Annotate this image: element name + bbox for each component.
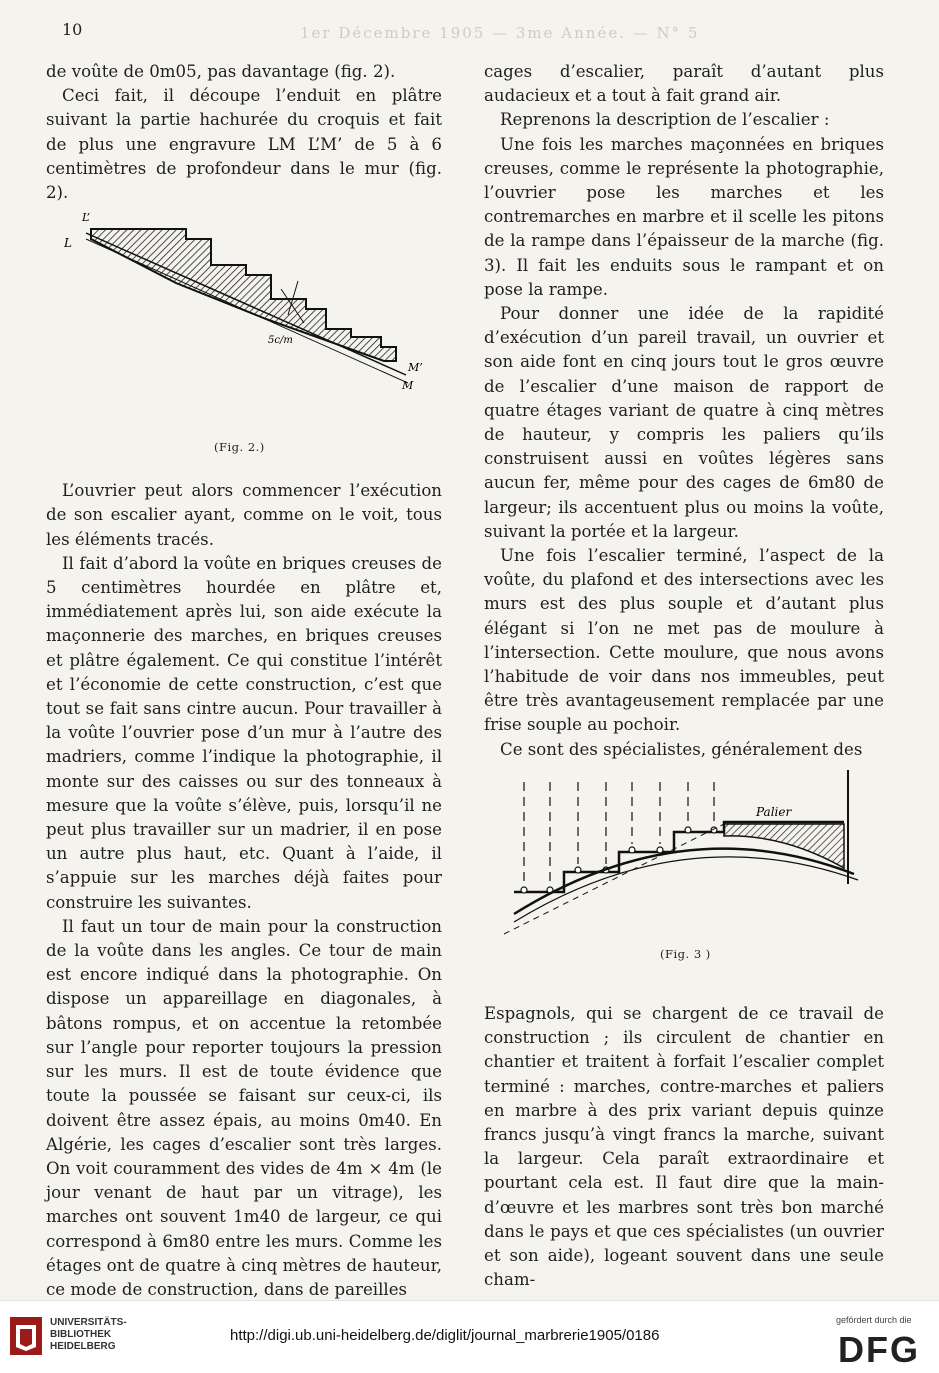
figure-3-caption: (Fig. 3 ) <box>660 946 711 961</box>
paragraph: Espagnols, qui se chargent de ce travail de construction ; ils circulent de chantier en chantier et traitent à forfait l’escalier complet terminé : marches, contre-marches et paliers en marbre à des prix variant depuis quinze francs jusqu’à vingt francs la marche, suivant la largeur. Cela paraît extraordinaire et pourtant cela est. Il faut dire que la main-d’œuvre et les marbres sont très bon marché dans le pays et que ces spécialistes (un ouvrier et son aide), logeant souvent dans une seule cham- <box>484 1003 884 1290</box>
paragraph: de voûte de 0m05, pas davantage (fig. 2). <box>46 62 396 81</box>
dfg-logo: DFG <box>838 1329 920 1370</box>
paragraph: Il fait d’abord la voûte en briques creuses de 5 centimètres hourdée en plâtre et, immédiatement après lui, son aide exécute la maçonnerie des marches, en briques creuses et plâtre également. Ce qui constitue l’intérêt et l’économie de cette construction, c’est que tout se fait sans cintre aucun. Pour travailler à la voûte l’ouvrier pose d’un mur à l’autre des madriers, comme l’indique la photographie, il monte sur des caisses ou sur des tonneaux à mesure que la voûte s’élève, puis, lorsqu’il ne peut plus travailler sur un madrier, il en pose un autre plus haut, etc. Quant à l’aide, il s’appuie sur les marches déjà faites pour construire les suivantes. <box>46 553 442 912</box>
right-column <box>484 60 884 1292</box>
paragraph: Reprenons la description de l’escalier : <box>500 110 830 130</box>
label-palier: Palier <box>756 804 792 819</box>
engraving-line-lm <box>86 233 406 375</box>
page-number: 10 <box>62 20 83 39</box>
label-l: L <box>64 236 72 251</box>
paragraph: Ce sont des spécialistes, généralement des <box>500 739 863 759</box>
library-name-line: BIBLIOTHEK <box>50 1329 112 1340</box>
paragraph: Une fois les marches maçonnées en briques creuses, comme le représente la photographie, l’ouvrier pose les marches et les contremarches en marbre et il scelle les pitons de la rampe dans l’épaisseur de la marche (fig. 3). Il fait les enduits sous le rampant et on pose la rampe. <box>484 134 884 299</box>
bleed-through-header: 1er Décembre 1905 — 3me Année. — N° 5 <box>300 24 700 42</box>
paragraph: L’ouvrier peut alors commencer l’exécution de son escalier ayant, comme on le voit, tous les éléments tracés. <box>46 481 442 549</box>
label-l-prime: L’ <box>82 211 91 225</box>
paragraph: Il faut un tour de main pour la construction de la voûte dans les angles. Ce tour de main est encore indiqué dans la photographie. On dispose un appareillage en diagonales, à bâtons rompus, et on accentue la retombée sur l’angle pour reporter toujours la pression sur les murs. Il est de toute évidence que toute la poussée se faisant sur ceux-ci, ils doivent être assez épais, au moins 0m40. En Algérie, les cages d’escalier sont très larges. On voit couramment des vides de 4m × 4m (le jour venant de haut par un vitrage), les marches ont souvent 1m40 de largeur, ce qui correspond à 6m80 entre les murs. Comme les étages ont de quatre à cinq mètres de hauteur, ce mode de construction, dans de pareilles <box>46 916 442 1299</box>
permalink-url[interactable]: http://digi.ub.uni-heidelberg.de/diglit/journal_marbrerie1905/0186 <box>230 1327 660 1344</box>
library-name-line: HEIDELBERG <box>50 1341 116 1352</box>
figure-3 <box>484 764 884 1002</box>
label-m: M <box>402 379 414 393</box>
left-column <box>46 60 442 1302</box>
figure-2 <box>46 211 442 479</box>
label-5cm: 5c/m <box>268 335 293 347</box>
university-library-logo-icon <box>8 1315 44 1357</box>
rampant-line <box>504 824 724 934</box>
label-m-prime: M’ <box>408 361 423 375</box>
hatched-stair-profile <box>91 229 396 361</box>
sponsor-note: gefördert durch die <box>836 1315 912 1325</box>
library-name-line: UNIVERSITÄTS- <box>50 1317 127 1328</box>
library-name <box>50 1317 127 1353</box>
footer-bar <box>0 1300 939 1373</box>
staircase-railing-drawing <box>484 764 884 1002</box>
vault-curve-lower <box>514 857 858 922</box>
paragraph: Pour donner une idée de la rapidité d’exécution d’un pareil travail, un ouvrier et son aide font en cinq jours tout le gros œuvre de l’escalier d’une maison de rapport de quatre étages variant de quatre à cinq mètres de hauteur, y compris les paliers qu’ils construisent aussi en voûtes légères sans aucun fer, même pour des cages de 6m80 de largeur; ils accentuent plus ou moins la voûte, suivant la portée et la largeur. <box>484 304 884 541</box>
figure-2-caption: (Fig. 2.) <box>214 440 265 455</box>
paragraph: cages d’escalier, paraît d’autant plus audacieux et a tout à fait grand air. <box>484 62 884 106</box>
paragraph: Ceci fait, il découpe l’enduit en plâtre suivant la partie hachurée du croquis et fait de plus une engravure LM L’M’ de 5 à 6 centimètres de profondeur dans le mur (fig. 2). <box>46 86 442 203</box>
engraving-line-lprime-mprime <box>86 239 408 383</box>
paragraph: Une fois l’escalier terminé, l’aspect de la voûte, du plafond et des intersections avec les murs est des plus souple et d’autant plus élégant si l’on ne met pas de moulure à l’intersection. Cette moulure, que nous avons l’habitude de voir dans nos immeubles, peut être très avantageusement remplacée par une frise souple au pochoir. <box>484 546 884 735</box>
